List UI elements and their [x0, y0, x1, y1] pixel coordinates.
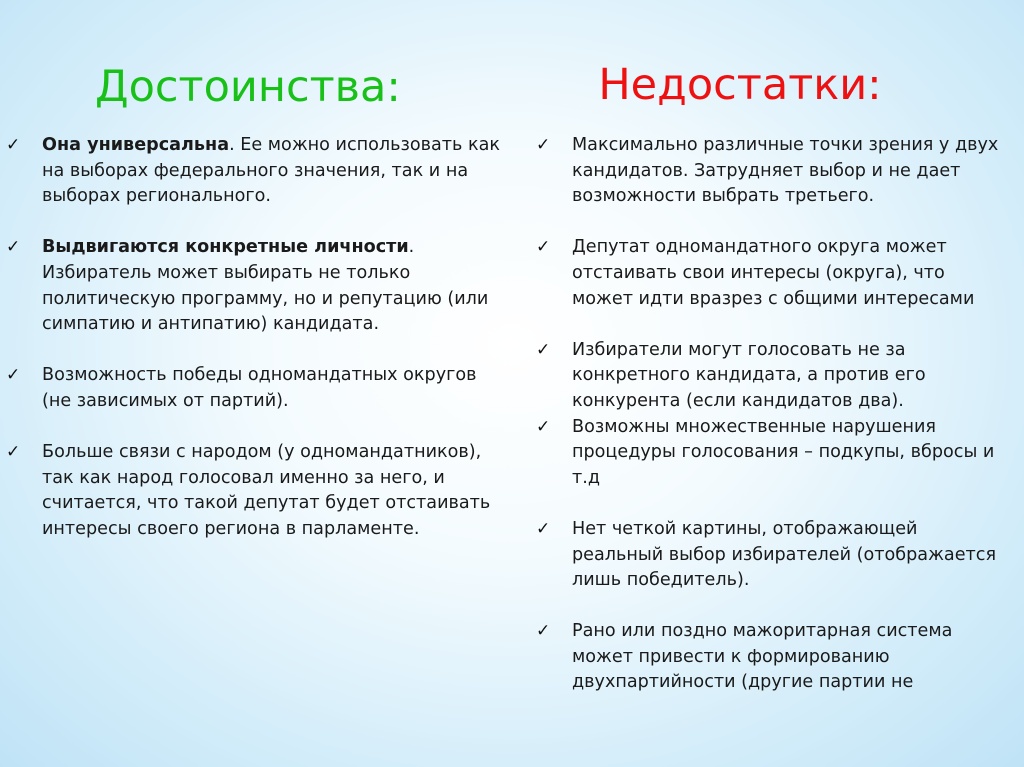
disadvantage-item [536, 235, 1006, 312]
disadvantage-item [536, 338, 1006, 415]
advantage-item [6, 440, 511, 542]
disadvantage-item [536, 415, 1006, 492]
advantage-item [6, 133, 511, 210]
advantage-lead: Она универсальна [42, 135, 230, 155]
advantage-text: . Ее можно использовать как на выборах федерального значения, так и на выборах регионального. [42, 135, 501, 207]
disadvantage-text: Максимально различные точки зрения у двух кандидатов. Затрудняет выбор и не дает возможности выбрать третьего. [572, 135, 999, 207]
advantage-text: Возможность победы одномандатных округов (не зависимых от партий). [42, 365, 477, 411]
advantages-title: Достоинства: [95, 62, 401, 112]
disadvantage-item [536, 133, 1006, 210]
advantage-item [6, 363, 511, 414]
checkmark-icon: ✓ [536, 237, 551, 258]
checkmark-icon: ✓ [6, 365, 21, 386]
checkmark-icon: ✓ [536, 518, 551, 539]
checkmark-icon: ✓ [6, 237, 21, 258]
checkmark-icon: ✓ [536, 416, 551, 437]
disadvantage-text: Депутат одномандатного округа может отстаивать свои интересы (округа), что может идти вразрез с общими интересами [572, 237, 975, 309]
checkmark-icon: ✓ [6, 442, 21, 463]
checkmark-icon: ✓ [6, 135, 21, 155]
disadvantage-text: Избиратели могут голосовать не за конкретного кандидата, а против его конкурента (если кандидатов два). [572, 339, 926, 411]
checkmark-icon: ✓ [536, 339, 551, 360]
checkmark-icon: ✓ [536, 621, 551, 642]
advantage-item [6, 235, 511, 337]
disadvantage-text: Нет четкой картины, отображающей реальный выбор избирателей (отображается лишь победитель). [572, 518, 997, 591]
advantage-text: . Избиратель может выбирать не только политическую программу, но и репутацию (или симпатию и антипатию) кандидата. [42, 237, 489, 335]
disadvantage-item [536, 619, 1006, 696]
disadvantages-list [536, 133, 1006, 696]
checkmark-icon: ✓ [536, 135, 551, 155]
disadvantages-title: Недостатки: [598, 60, 882, 110]
advantages-list [6, 133, 511, 543]
advantage-lead: Выдвигаются конкретные личности [42, 237, 409, 258]
disadvantage-text: Рано или поздно мажоритарная система может привести к формированию двухпартийности (другие партии не [572, 621, 953, 693]
disadvantage-text: Возможны множественные нарушения процедуры голосования – подкупы, вбросы и т.д [572, 416, 995, 488]
advantage-text: Больше связи с народом (у одномандатников), так как народ голосовал именно за него, и считается, что такой депутат будет отстаивать интересы своего региона в парламенте. [42, 442, 491, 539]
disadvantage-item [536, 517, 1006, 594]
